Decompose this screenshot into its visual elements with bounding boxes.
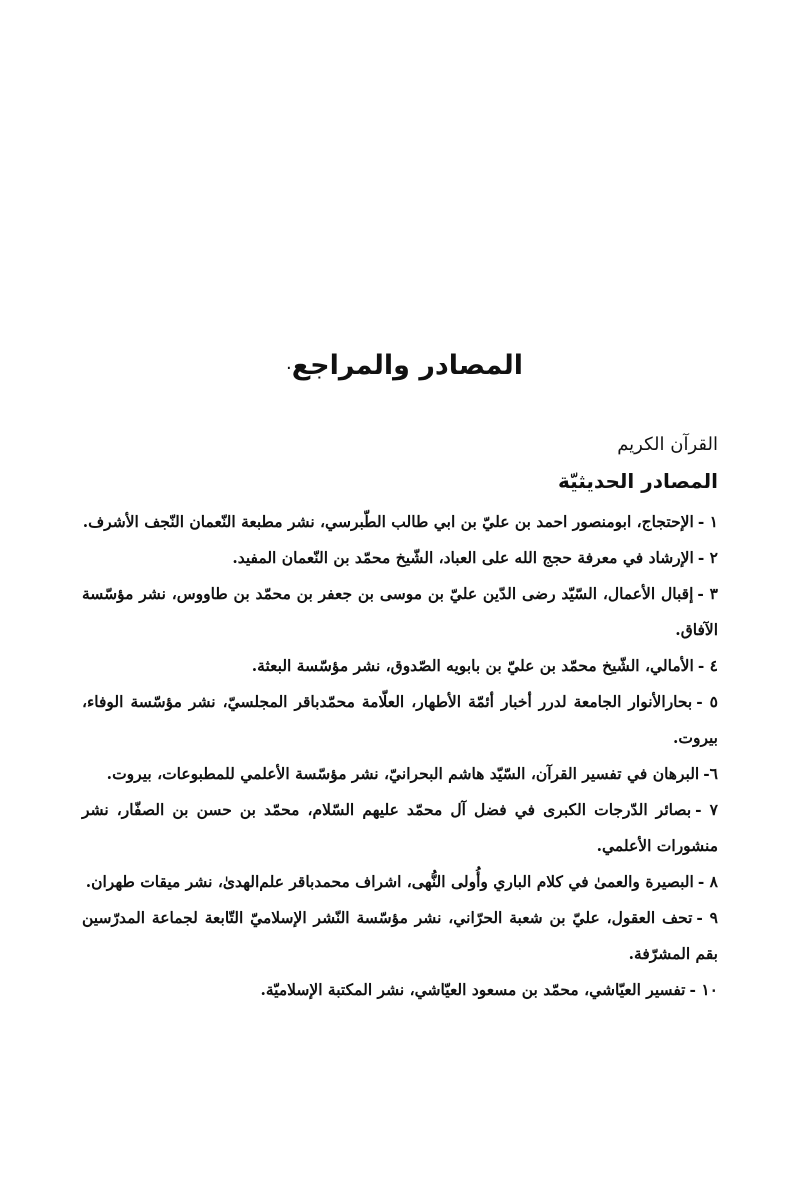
- reference-item: [82, 972, 718, 1008]
- reference-number: ٩ -: [696, 908, 718, 927]
- reference-number: ١ -: [697, 512, 718, 531]
- reference-text: الأمالي، الشّيخ محمّد بن عليّ بن بابويه الصّدوق، نشر مؤسّسة البعثة.: [251, 656, 694, 675]
- reference-item: [82, 756, 718, 792]
- reference-item: [82, 684, 718, 756]
- reference-number: ٣ -: [697, 584, 718, 603]
- reference-text: البصيرة والعمىٰ في كلام الباري وأُولى النُّهى، اشراف محمدباقر علم‌الهدىٰ، نشر ميقات طهران.: [85, 872, 694, 891]
- reference-number: ٨ -: [697, 872, 718, 891]
- reference-text: البرهان في تفسير القرآن، السّيّد هاشم البحرانيّ، نشر مؤسّسة الأعلمي للمطبوعات، بيروت.: [106, 764, 700, 783]
- reference-number: ٦-: [703, 764, 718, 783]
- reference-number: ٤ -: [697, 656, 718, 675]
- reference-text: تفسير العيّاشي، محمّد بن مسعود العيّاشي، نشر المكتبة الإسلاميّة.: [260, 980, 686, 999]
- page-content: [82, 428, 718, 1008]
- reference-text: إقبال الأعمال، السّيّد رضى الدّين عليّ بن موسى بن جعفر بن محمّد بن طاووس، نشر مؤسّسة الآفاق.: [82, 584, 718, 639]
- reference-item: [82, 864, 718, 900]
- reference-item: [82, 576, 718, 648]
- reference-text: الإحتجاج، ابومنصور احمد بن عليّ بن ابي طالب الطّبرسي، نشر مطبعة النّعمان النّجف الأشرف.: [82, 512, 694, 531]
- reference-item: [82, 540, 718, 576]
- reference-number: ٥ -: [696, 692, 718, 711]
- reference-list: [82, 504, 718, 1008]
- reference-item: [82, 648, 718, 684]
- reference-text: تحف العقول، عليّ بن شعبة الحرّاني، نشر مؤسّسة النّشر الإسلاميّ التّابعة لجماعة المدرّسين بقم المشرّفة.: [82, 908, 718, 963]
- reference-text: بحارالأنوار الجامعة لدرر أخبار أئمّة الأطهار، العلّامة محمّدباقر المجلسيّ، نشر مؤسّسة الوفاء، بيروت.: [82, 692, 718, 747]
- chapter-title-mark: ·: [285, 358, 292, 379]
- reference-item: [82, 792, 718, 864]
- reference-number: ١٠ -: [689, 980, 718, 999]
- reference-number: ٧ -: [695, 800, 718, 819]
- reference-item: [82, 900, 718, 972]
- chapter-title: [0, 346, 799, 389]
- reference-text: بصائر الدّرجات الكبرى في فضل آل محمّد عليهم السّلام، محمّد بن حسن بن الصفّار، نشر منشورات الأعلمي.: [82, 800, 718, 855]
- reference-text: الإرشاد في معرفة حجج الله على العباد، الشّيخ محمّد بن النّعمان المفيد.: [232, 548, 694, 567]
- quran-line: القرآن الكريم: [617, 434, 718, 455]
- chapter-title-text: المصادر والمراجع: [291, 350, 523, 381]
- section-heading: المصادر الحديثيّة: [557, 469, 718, 493]
- reference-number: ٢ -: [697, 548, 718, 567]
- reference-item: [82, 504, 718, 540]
